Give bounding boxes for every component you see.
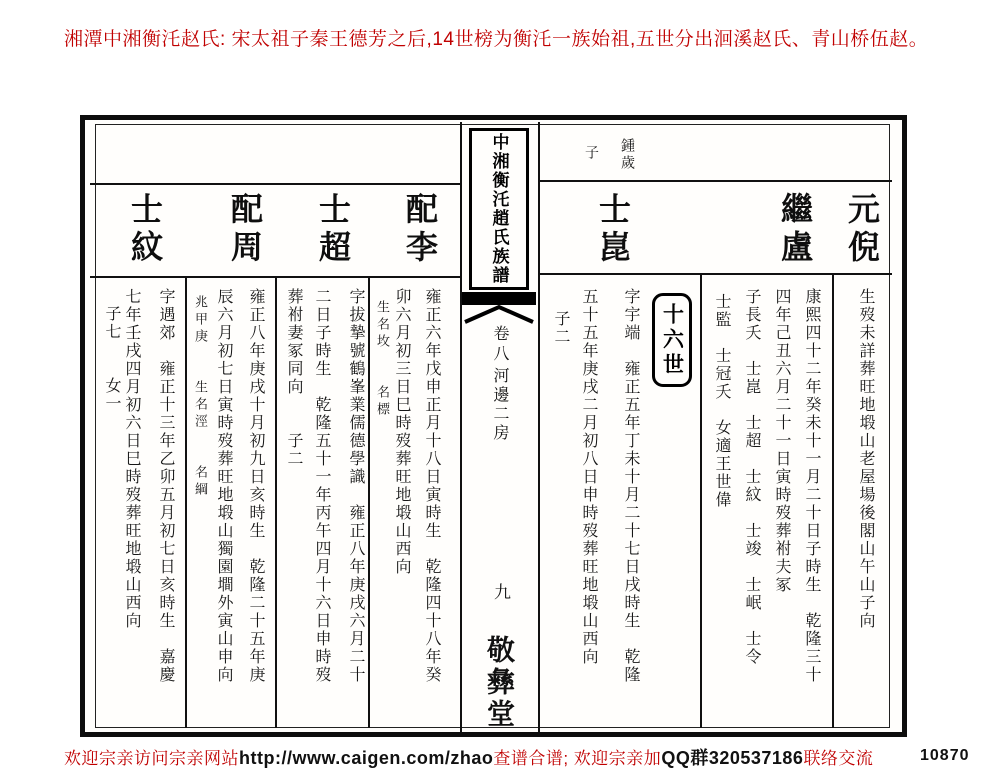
entry-name: 士超	[315, 192, 351, 268]
entry-column: 士監 士冠夭 女適王世偉	[713, 293, 730, 509]
entry-name: 配李	[402, 192, 438, 268]
entry-name: 配周	[227, 192, 263, 268]
footer-welcome-middle: 查谱合谱; 欢迎宗亲加	[493, 749, 662, 768]
entry-name: 士崑	[595, 192, 631, 268]
top-annotation: 湘潭中湘衡汑赵氏: 宋太祖子秦王德芳之后,14世榜为衡汑一族始祖,五世分出洄溪赵氏、青山桥伍赵。	[64, 29, 929, 50]
entry-column: 子七 女一	[103, 305, 120, 413]
generation-badge: 十六世	[652, 293, 692, 387]
entry-column: 雍正六年戊申正月十八日寅時生 乾隆四十八年癸	[423, 288, 440, 684]
footer-note	[64, 744, 873, 770]
divider	[90, 183, 460, 185]
entry-column: 二日子時生 乾隆五十一年丙午四月十六日申時歿	[313, 288, 330, 684]
page-frame	[80, 115, 907, 737]
site-url: http://www.caigen.com/zhao	[239, 748, 494, 768]
entry-column: 兆甲庚 生名涇 名綱	[193, 295, 208, 499]
entry-column: 辰六月初七日寅時歿葬旺地塅山獨園墹外寅山申向	[215, 288, 232, 684]
fishtail-mark	[462, 292, 536, 324]
entry-column: 康熙四十二年癸未十一月二十日子時生 乾隆三十	[803, 288, 820, 684]
qq-label: QQ群	[661, 748, 709, 768]
entry-column: 子二	[552, 310, 569, 346]
entry-column: 子長夭 士崑 士超 士紋 士竣 士岷 士令	[743, 288, 760, 666]
entry-column: 四年己丑六月二十一日寅時歿葬祔夫冢	[773, 288, 790, 594]
divider	[275, 276, 277, 728]
entry-column: 字宇端 雍正五年丁未十月二十七日戌時生 乾隆	[622, 288, 639, 684]
entry-column: 雍正八年庚戌十月初九日亥時生 乾隆二十五年庚	[247, 288, 264, 684]
volume-label: 卷八	[491, 325, 508, 365]
scan-code: 10870	[920, 747, 970, 764]
entry-column: 生名坆 名標	[375, 300, 390, 419]
page-number: 九	[491, 583, 510, 600]
qq-number: 320537186	[708, 748, 804, 768]
spine-rule-left	[460, 122, 462, 732]
entry-name: 元倪	[844, 192, 880, 268]
entry-column: 七年壬戌四月初六日巳時歿葬旺地塅山西向	[123, 288, 140, 630]
divider	[832, 273, 834, 728]
spine-title-box	[469, 128, 529, 290]
entry-column: 卯六月初三日巳時歿葬旺地塅山西向	[393, 288, 410, 576]
divider	[540, 180, 892, 182]
entry-column: 字遇郊 雍正十三年乙卯五月初七日亥時生 嘉慶	[157, 288, 174, 684]
divider	[700, 273, 702, 728]
book-title: 中湘衡汑趙氏族譜	[489, 133, 509, 285]
entry-name: 士紋	[127, 192, 163, 268]
entry-column: 葬祔妻冢同向 子二	[285, 288, 302, 468]
spine-rule-right	[538, 122, 540, 732]
entry-column: 生歿未詳葬旺地塅山老屋場後閣山午山子向	[857, 288, 874, 630]
son-name: 鍾歲	[619, 138, 634, 172]
branch-label: 河邊二房	[491, 367, 508, 443]
divider	[540, 273, 892, 275]
hall-name: 敬彝堂	[483, 635, 514, 731]
son-label: 子	[583, 145, 598, 162]
footer-welcome-suffix: 联络交流	[803, 749, 874, 768]
footer-welcome-prefix: 欢迎宗亲访问宗亲网站	[64, 749, 239, 768]
entry-column: 字拔摯號鶴峯業儒德學識 雍正八年庚戌六月二十	[347, 288, 364, 684]
entry-name: 繼盧	[777, 192, 813, 268]
entry-column: 五十五年庚戌二月初八日申時歿葬旺地塅山西向	[580, 288, 597, 666]
